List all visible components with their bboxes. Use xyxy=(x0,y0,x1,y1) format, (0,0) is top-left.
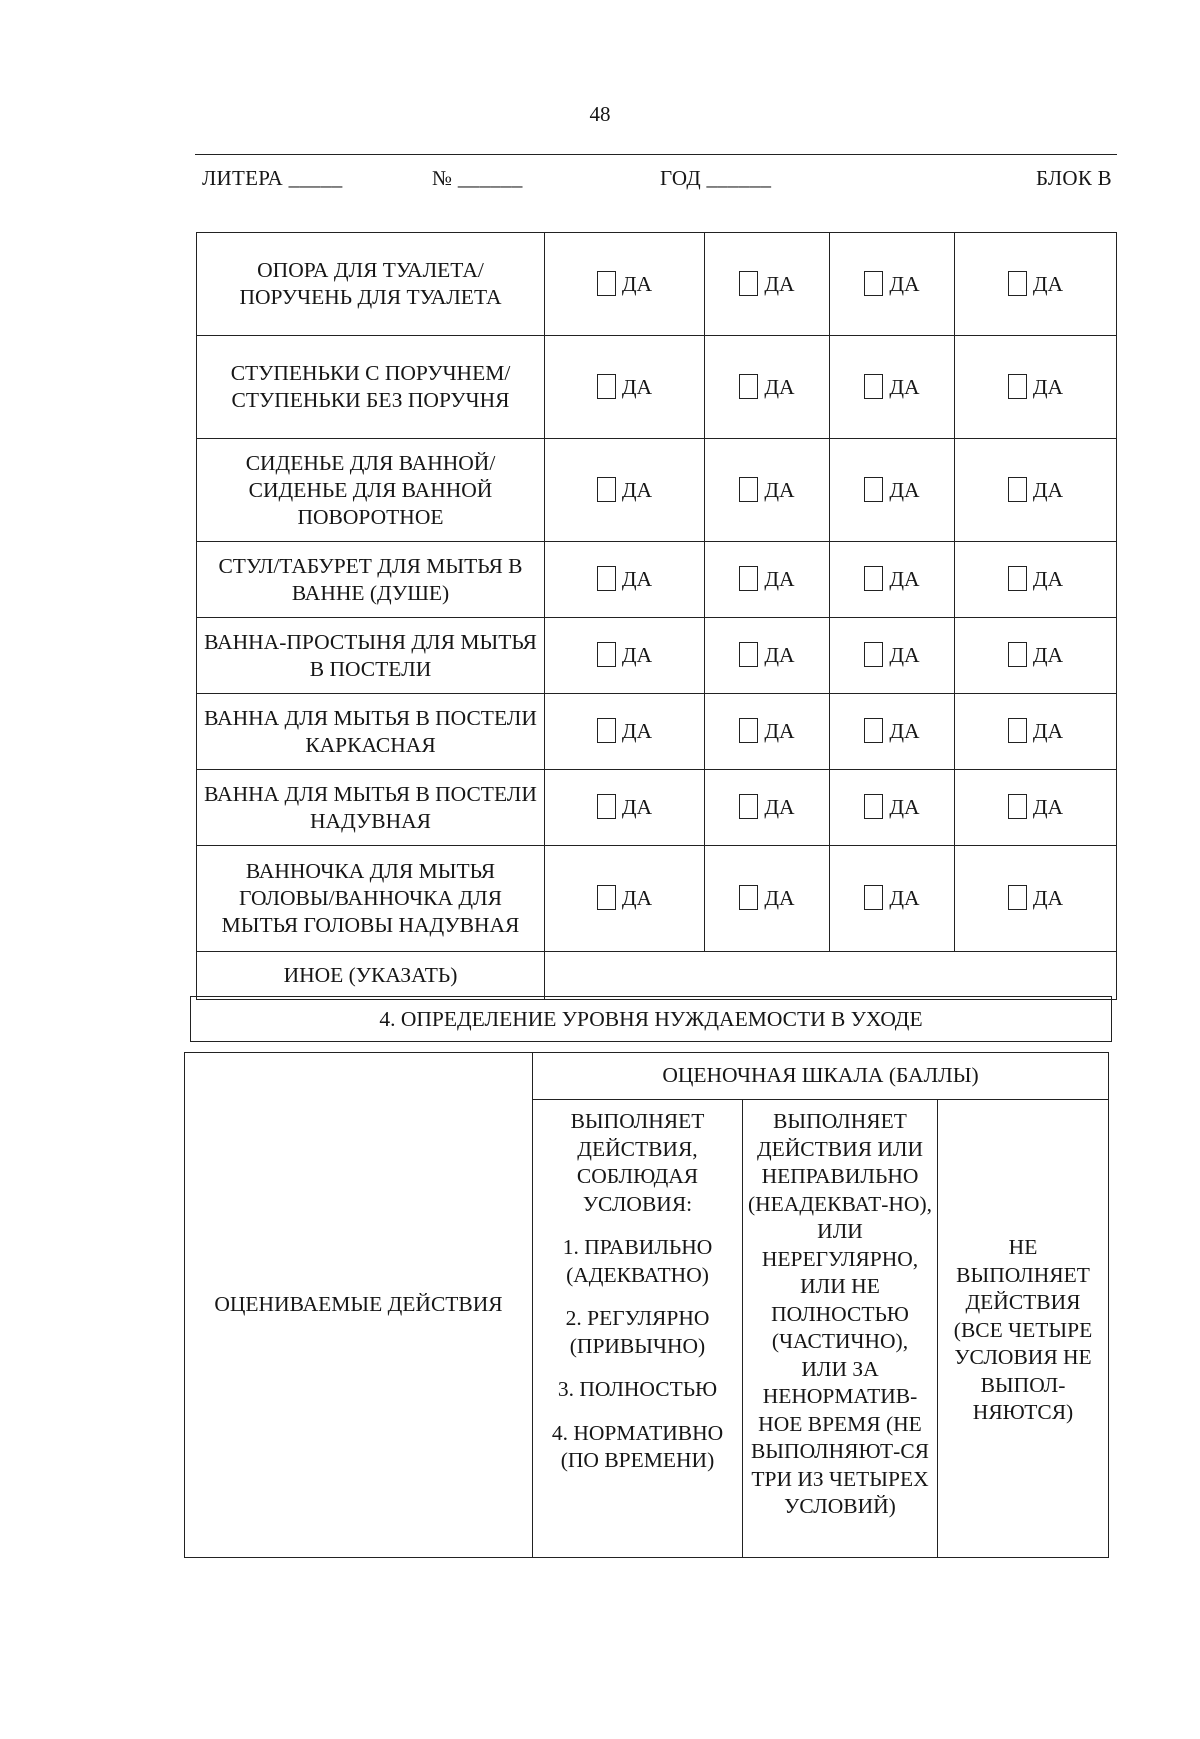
condition-3: 3. ПОЛНОСТЬЮ xyxy=(557,1377,718,1401)
da-cell xyxy=(830,233,955,336)
da-cell xyxy=(705,542,830,618)
equipment-name: ВАННА ДЛЯ МЫТЬЯ В ПОСТЕЛИ КАРКАСНАЯ xyxy=(197,694,545,770)
equipment-row xyxy=(197,336,1117,439)
da-label: ДА xyxy=(889,795,920,819)
equipment-row xyxy=(197,233,1117,336)
equipment-table xyxy=(196,232,1117,1000)
da-checkbox[interactable] xyxy=(864,374,883,399)
da-checkbox[interactable] xyxy=(1008,718,1027,743)
equipment-row xyxy=(197,846,1117,952)
header-rule xyxy=(195,154,1117,155)
block-label: БЛОК В xyxy=(1035,166,1112,190)
da-cell xyxy=(545,542,705,618)
da-label: ДА xyxy=(764,567,795,591)
da-cell xyxy=(545,336,705,439)
da-cell xyxy=(545,694,705,770)
da-cell xyxy=(830,618,955,694)
da-checkbox[interactable] xyxy=(597,477,616,502)
form-header xyxy=(202,166,1112,196)
da-cell xyxy=(830,846,955,952)
equipment-name: СТУЛ/ТАБУРЕТ ДЛЯ МЫТЬЯ В ВАННЕ (ДУШЕ) xyxy=(197,542,545,618)
da-checkbox[interactable] xyxy=(597,374,616,399)
da-checkbox[interactable] xyxy=(597,566,616,591)
number-field[interactable]: № ______ xyxy=(432,166,523,190)
other-label: ИНОЕ (УКАЗАТЬ) xyxy=(197,952,545,1000)
year-field[interactable]: ГОД ______ xyxy=(660,166,772,190)
da-cell xyxy=(705,618,830,694)
da-checkbox[interactable] xyxy=(1008,477,1027,502)
da-label: ДА xyxy=(764,795,795,819)
da-label: ДА xyxy=(889,374,920,399)
da-label: ДА xyxy=(1032,271,1064,296)
da-cell xyxy=(545,618,705,694)
equipment-row xyxy=(197,618,1117,694)
da-label: ДА xyxy=(1032,567,1064,591)
da-label: ДА xyxy=(1032,477,1064,502)
da-cell xyxy=(830,694,955,770)
da-label: ДА xyxy=(764,477,795,502)
da-cell xyxy=(955,542,1117,618)
condition-4: 4. НОРМАТИВНО (ПО ВРЕМЕНИ) xyxy=(551,1420,724,1472)
page-number: 48 xyxy=(589,102,611,126)
equipment-name: ОПОРА ДЛЯ ТУАЛЕТА/ПОРУЧЕНЬ ДЛЯ ТУАЛЕТА xyxy=(197,233,545,336)
da-label: ДА xyxy=(621,795,653,819)
da-label: ДА xyxy=(621,567,653,591)
col1-intro: ВЫПОЛНЯЕТ ДЕЙСТВИЯ, СОБЛЮДАЯ УСЛОВИЯ: xyxy=(570,1109,705,1216)
da-cell xyxy=(705,336,830,439)
da-cell xyxy=(830,542,955,618)
da-checkbox[interactable] xyxy=(739,718,758,743)
da-cell xyxy=(705,439,830,542)
da-label: ДА xyxy=(889,567,920,591)
da-label: ДА xyxy=(1032,643,1064,667)
da-cell xyxy=(545,770,705,846)
equipment-row xyxy=(197,439,1117,542)
da-label: ДА xyxy=(621,374,653,399)
da-checkbox[interactable] xyxy=(597,885,616,910)
equipment-row xyxy=(197,542,1117,618)
da-checkbox[interactable] xyxy=(864,885,883,910)
da-cell xyxy=(955,439,1117,542)
da-checkbox[interactable] xyxy=(739,374,758,399)
equipment-name: ВАННА-ПРОСТЫНЯ ДЛЯ МЫТЬЯ В ПОСТЕЛИ xyxy=(197,618,545,694)
da-checkbox[interactable] xyxy=(1008,271,1027,296)
da-label: ДА xyxy=(764,271,795,296)
da-label: ДА xyxy=(621,477,653,502)
equipment-name: СТУПЕНЬКИ С ПОРУЧНЕМ/СТУПЕНЬКИ БЕЗ ПОРУЧНЯ xyxy=(197,336,545,439)
da-checkbox[interactable] xyxy=(864,477,883,502)
da-checkbox[interactable] xyxy=(1008,885,1027,910)
equipment-name: ВАННА ДЛЯ МЫТЬЯ В ПОСТЕЛИ НАДУВНАЯ xyxy=(197,770,545,846)
da-label: ДА xyxy=(764,719,795,743)
da-checkbox[interactable] xyxy=(739,794,758,819)
da-checkbox[interactable] xyxy=(864,794,883,819)
da-label: ДА xyxy=(889,643,920,667)
da-cell xyxy=(545,233,705,336)
da-checkbox[interactable] xyxy=(597,718,616,743)
scale-column-none: НЕ ВЫПОЛНЯЕТ ДЕЙСТВИЯ (ВСЕ ЧЕТЫРЕ УСЛОВИЯ НЕ ВЫПОЛ-НЯЮТСЯ) xyxy=(938,1100,1109,1558)
da-label: ДА xyxy=(1032,374,1064,399)
da-checkbox[interactable] xyxy=(1008,374,1027,399)
da-checkbox[interactable] xyxy=(864,718,883,743)
da-label: ДА xyxy=(889,719,920,743)
da-checkbox[interactable] xyxy=(597,271,616,296)
da-checkbox[interactable] xyxy=(739,642,758,667)
da-checkbox[interactable] xyxy=(864,271,883,296)
da-checkbox[interactable] xyxy=(864,642,883,667)
da-cell xyxy=(830,439,955,542)
other-input[interactable] xyxy=(545,952,1117,1000)
da-checkbox[interactable] xyxy=(1008,642,1027,667)
assessed-actions-header: ОЦЕНИВАЕМЫЕ ДЕЙСТВИЯ xyxy=(185,1053,533,1558)
da-label: ДА xyxy=(621,643,653,667)
da-cell xyxy=(545,439,705,542)
equipment-row xyxy=(197,770,1117,846)
da-label: ДА xyxy=(621,719,653,743)
da-label: ДА xyxy=(621,886,653,910)
equipment-row xyxy=(197,694,1117,770)
equipment-name: ВАННОЧКА ДЛЯ МЫТЬЯ ГОЛОВЫ/ВАННОЧКА ДЛЯ МЫТЬЯ ГОЛОВЫ НАДУВНАЯ xyxy=(197,846,545,952)
da-label: ДА xyxy=(1032,719,1064,743)
da-checkbox[interactable] xyxy=(739,271,758,296)
da-checkbox[interactable] xyxy=(739,566,758,591)
da-cell xyxy=(545,846,705,952)
da-label: ДА xyxy=(764,374,795,399)
scale-column-partial: ВЫПОЛНЯЕТ ДЕЙСТВИЯ ИЛИ НЕПРАВИЛЬНО (НЕАДЕКВАТ-НО), ИЛИ НЕРЕГУЛЯРНО, ИЛИ НЕ ПОЛНОСТЬЮ (ЧАСТИЧНО), ИЛИ ЗА НЕНОРМАТИВ-НОЕ ВРЕМЯ (НЕ ВЫПОЛНЯЮТ-СЯ ТРИ ИЗ ЧЕТЫРЕХ УСЛОВИЙ) xyxy=(743,1100,938,1558)
da-cell xyxy=(705,694,830,770)
da-checkbox[interactable] xyxy=(1008,794,1027,819)
da-cell xyxy=(955,846,1117,952)
equipment-name: СИДЕНЬЕ ДЛЯ ВАННОЙ/СИДЕНЬЕ ДЛЯ ВАННОЙ ПОВОРОТНОЕ xyxy=(197,439,545,542)
scale-column-full xyxy=(533,1100,743,1558)
condition-2: 2. РЕГУЛЯРНО (ПРИВЫЧНО) xyxy=(565,1306,710,1358)
condition-1: 1. ПРАВИЛЬНО (АДЕКВАТНО) xyxy=(562,1235,713,1287)
section4-title: 4. ОПРЕДЕЛЕНИЕ УРОВНЯ НУЖДАЕМОСТИ В УХОДЕ xyxy=(191,997,1112,1042)
da-checkbox[interactable] xyxy=(597,642,616,667)
da-checkbox[interactable] xyxy=(739,477,758,502)
da-cell xyxy=(955,233,1117,336)
da-label: ДА xyxy=(889,477,920,502)
da-label: ДА xyxy=(1032,795,1064,819)
da-cell xyxy=(830,336,955,439)
da-label: ДА xyxy=(764,643,795,667)
section4-table xyxy=(190,996,1112,1042)
da-cell xyxy=(955,770,1117,846)
other-row xyxy=(197,952,1117,1000)
da-cell xyxy=(705,846,830,952)
da-cell xyxy=(705,233,830,336)
da-checkbox[interactable] xyxy=(864,566,883,591)
da-label: ДА xyxy=(889,271,920,296)
da-cell xyxy=(955,618,1117,694)
da-checkbox[interactable] xyxy=(597,794,616,819)
litera-field[interactable]: ЛИТЕРА _____ xyxy=(202,166,343,190)
da-label: ДА xyxy=(764,886,795,910)
assessment-scale-table xyxy=(184,1052,1109,1558)
da-cell xyxy=(955,694,1117,770)
scale-title: ОЦЕНОЧНАЯ ШКАЛА (БАЛЛЫ) xyxy=(533,1053,1109,1100)
da-checkbox[interactable] xyxy=(739,885,758,910)
da-cell xyxy=(830,770,955,846)
da-cell xyxy=(955,336,1117,439)
da-label: ДА xyxy=(621,271,653,296)
da-cell xyxy=(705,770,830,846)
da-label: ДА xyxy=(1032,886,1064,910)
da-label: ДА xyxy=(889,886,920,910)
da-checkbox[interactable] xyxy=(1008,566,1027,591)
